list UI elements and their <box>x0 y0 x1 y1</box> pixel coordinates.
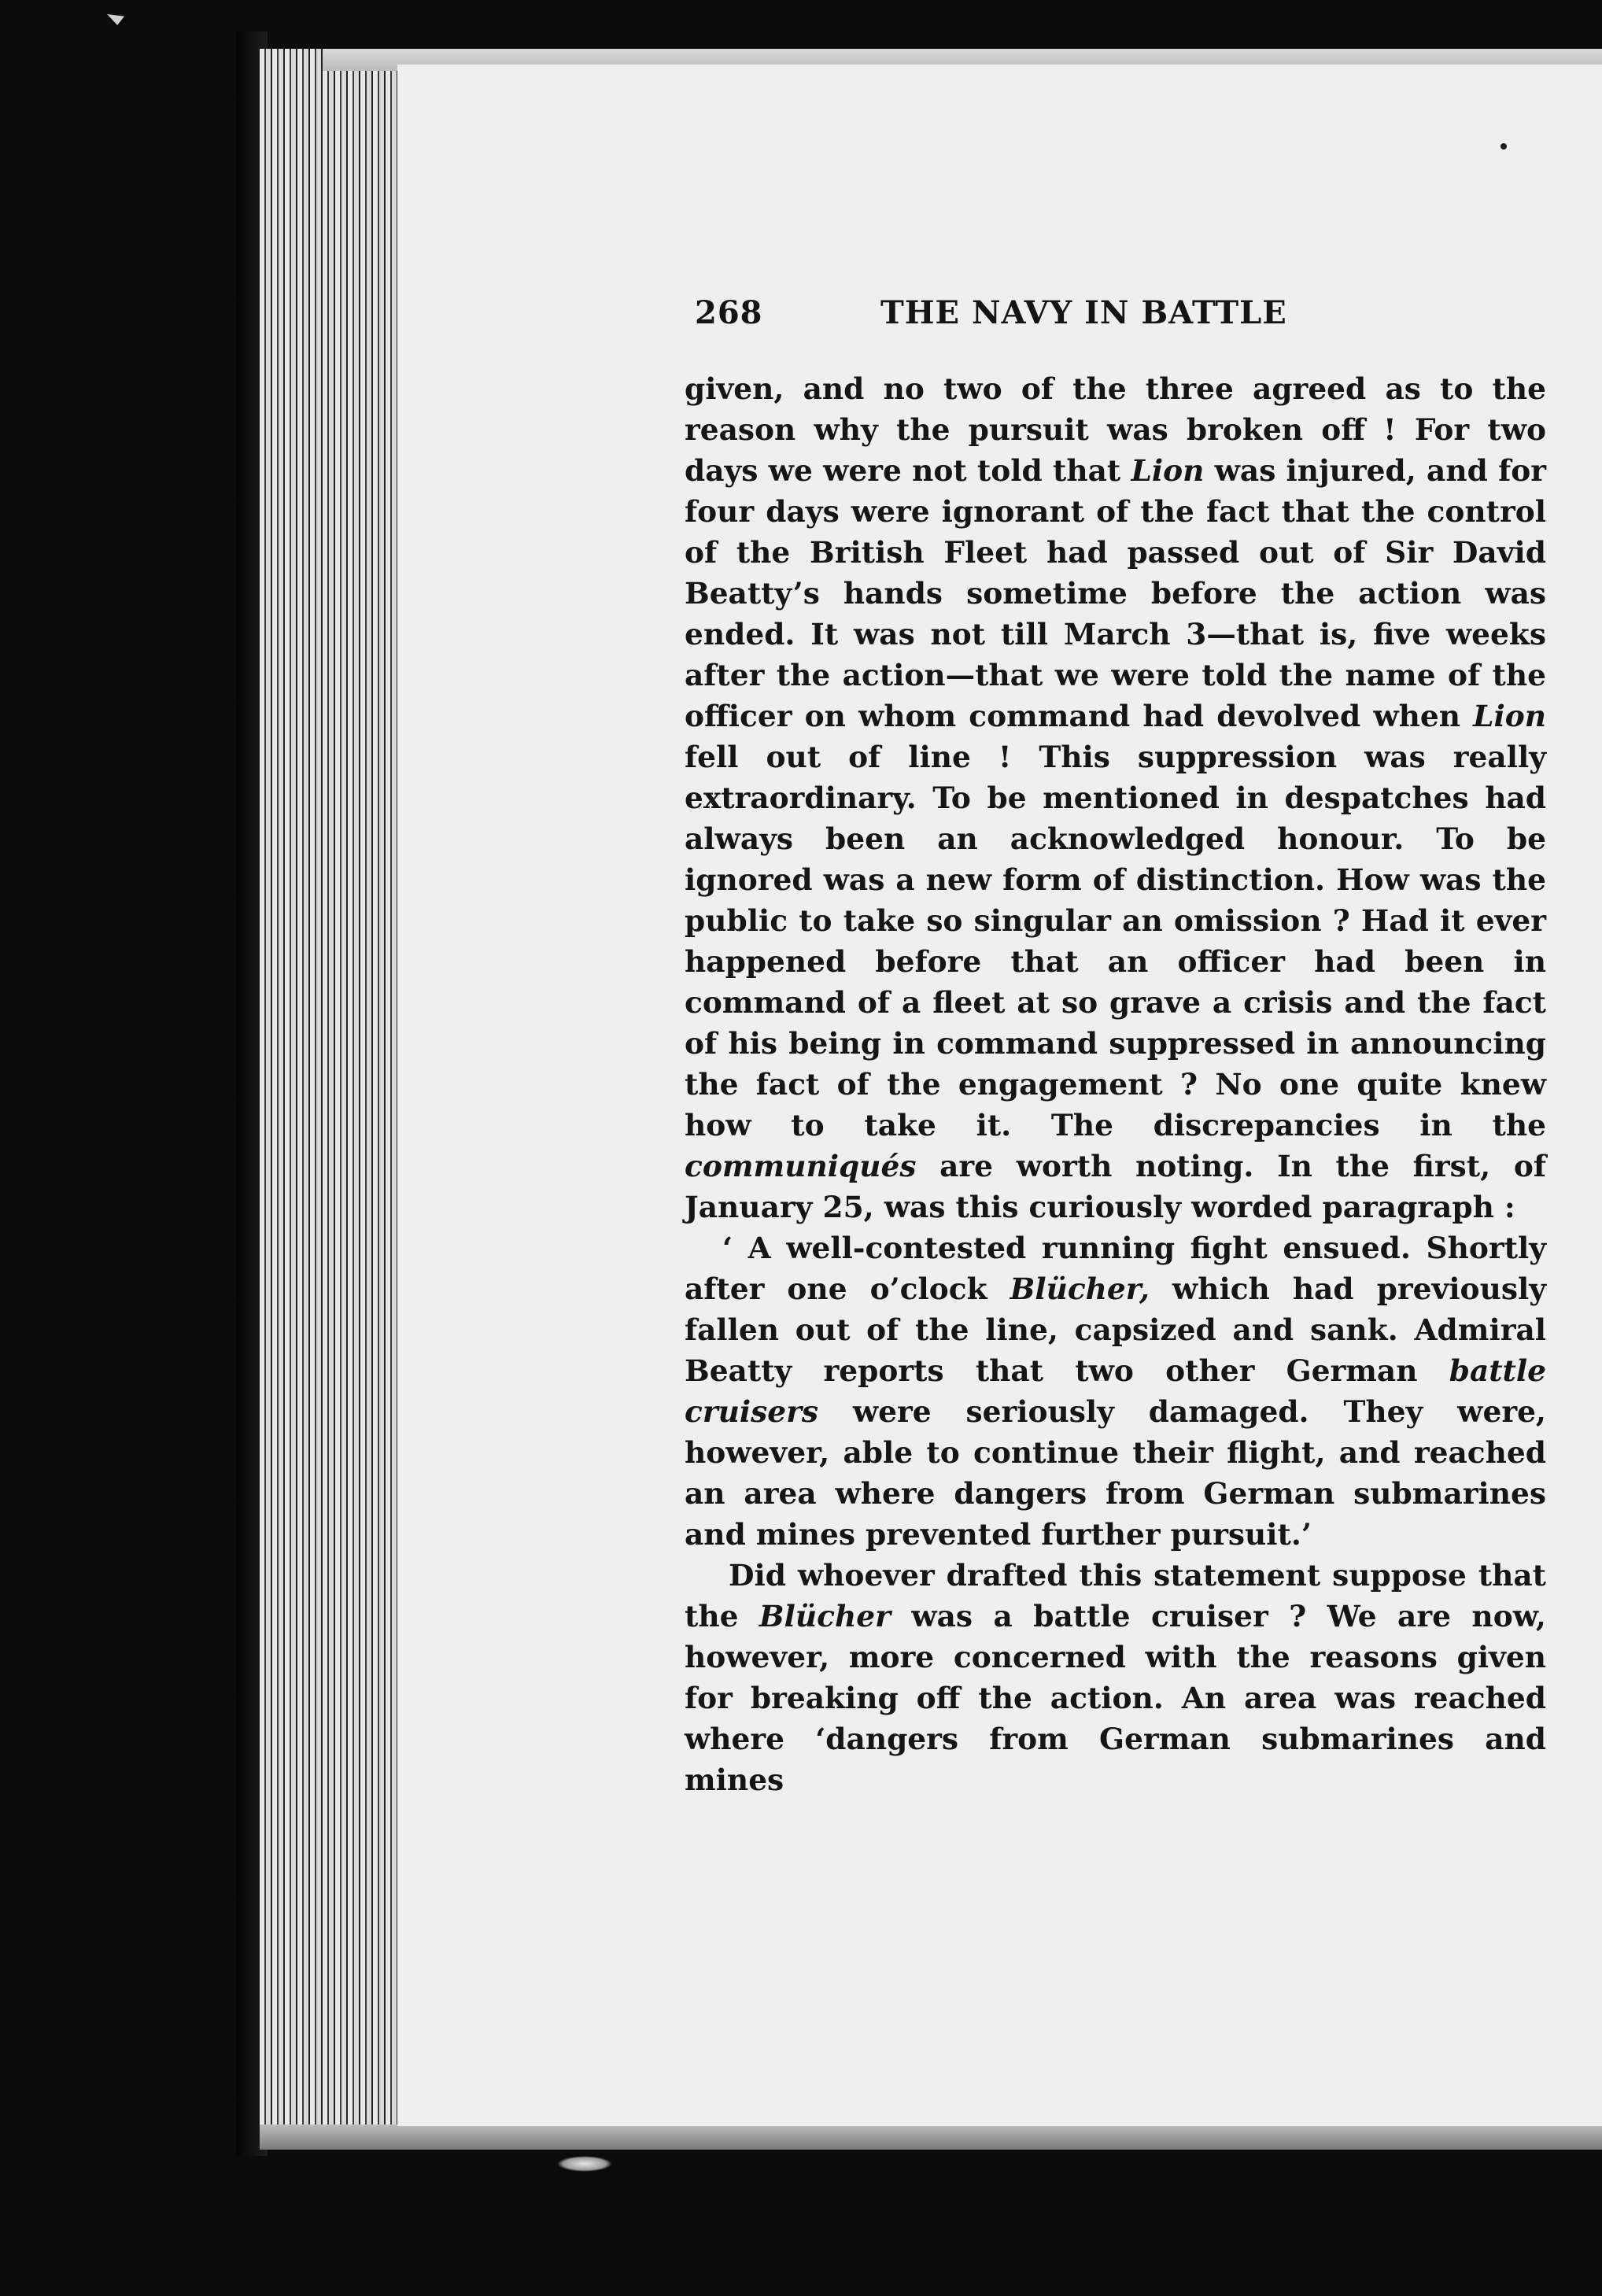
text-run: was injured, and for four days were ignorant of the fact that the control of the British Fleet had passed out of Sir David Beatty’s hands sometime before the action was ended. It was not till March 3—that is, five weeks after the action—that we were told the name of the officer on whom command had devolved when <box>685 453 1546 733</box>
tape-mark <box>557 2156 612 2172</box>
quoted-paragraph <box>685 1227 1546 1555</box>
book-page <box>397 65 1602 2126</box>
text-run: are worth noting. In the first, of January 25, was this curiously worded paragraph : <box>685 1149 1546 1224</box>
body-text <box>685 368 1546 1800</box>
italic-run: battle cruisers <box>685 1353 1546 1429</box>
text-run: ‘ A well-contested running fight ensued. Shortly after one o’clock <box>685 1231 1546 1306</box>
text-run: fell out of line ! This suppression was really extraordinary. To be mentioned in despatches had always been an acknowledged honour. To be ignored was a new form of distinction. How was the public to take so singular an omission ? Had it ever happened before that an officer had been in command of a fleet at so grave a crisis and the fact of his being in command suppressed in announcing the fact of the engagement ? No one quite knew how to take it. The discrepancies in the <box>685 740 1546 1142</box>
film-corner-mark <box>107 14 124 25</box>
speck <box>1500 143 1507 149</box>
text-run: given, and no two of the three agreed as to the reason why the pursuit was broken off ! For two days we were not told that <box>685 371 1546 488</box>
text-run: were seriously damaged. They were, however, able to continue their flight, and reached an area where dangers from German submarines and mines prevented further pursuit.’ <box>685 1394 1546 1552</box>
text-run: which had previously fallen out of the line, capsized and sank. Admiral Beatty reports that two other German <box>685 1272 1546 1388</box>
text-run: was a battle cruiser ? We are now, however, more concerned with the reasons given for breaking off the action. An area was reached where ‘dangers from German submarines and mines <box>685 1599 1546 1797</box>
italic-run: Lion <box>1473 699 1546 733</box>
paragraph <box>685 368 1546 1227</box>
page-bottom-edge <box>260 2124 1602 2150</box>
italic-run: communiqués <box>685 1149 917 1183</box>
italic-run: Blücher, <box>1010 1272 1150 1306</box>
running-title: THE NAVY IN BATTLE <box>880 294 1287 331</box>
page-number: 268 <box>695 294 763 331</box>
stacked-page-edges <box>260 49 404 2142</box>
text-run: Did whoever drafted this statement suppose that the <box>685 1558 1546 1633</box>
italic-run: Blücher <box>759 1599 891 1633</box>
paragraph <box>685 1555 1546 1800</box>
italic-run: Lion <box>1131 453 1205 488</box>
